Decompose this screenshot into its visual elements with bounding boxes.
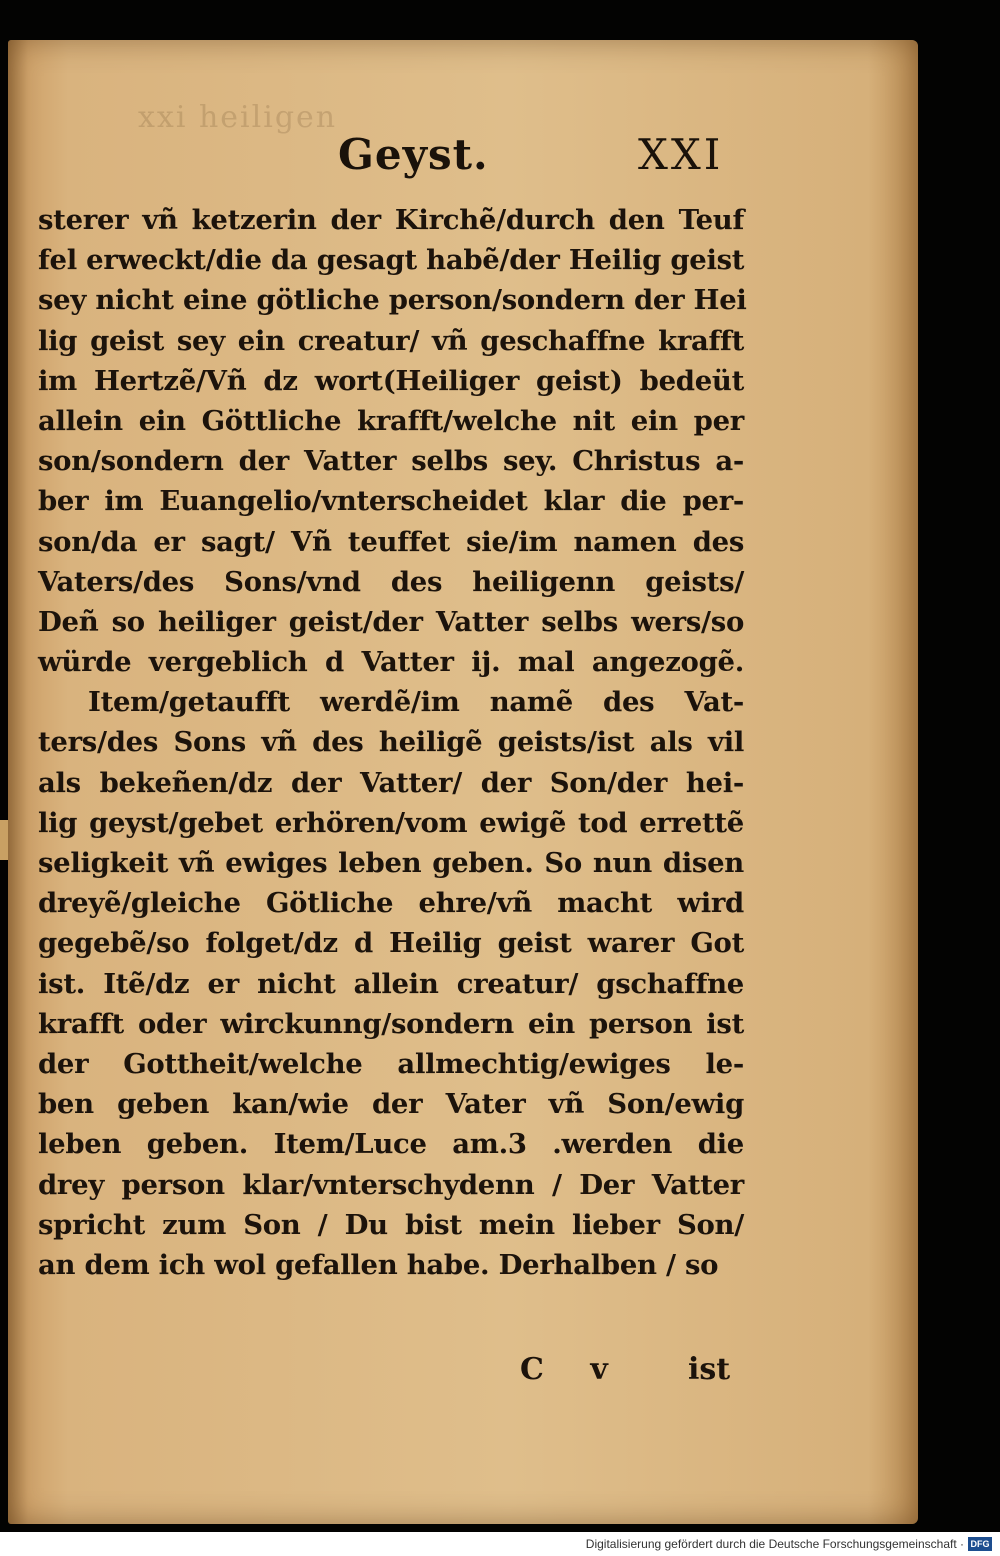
text-line: lig geist sey ein creatur/ vñ geschaffne krafft: [38, 324, 744, 357]
text-line: Item/getaufft werdẽ/im namẽ des Vat-: [88, 686, 744, 719]
running-head: [38, 110, 744, 180]
text-line: würde vergeblich d Vatter ij. mal angezogẽ.: [38, 646, 744, 679]
text-line: lig geyst/gebet erhören/vom ewigẽ tod errettẽ: [38, 806, 744, 839]
text-line: Vaters/des Sons/vnd des heiligenn geists/: [38, 565, 744, 598]
text-line: allein ein Göttliche krafft/welche nit ein per: [38, 404, 744, 437]
text-line: spricht zum Son / Du bist mein lieber Son/: [38, 1208, 744, 1241]
text-line: fel erweckt/die da gesagt habẽ/der Heilig geist: [38, 244, 745, 277]
body-text: [38, 200, 747, 1285]
text-line: son/sondern der Vatter selbs sey. Christus a-: [38, 445, 744, 478]
footer-bar: [0, 1532, 1000, 1556]
text-line: als bekeñen/dz der Vatter/ der Son/der hei-: [38, 766, 744, 799]
catch-line: [38, 1348, 744, 1398]
text-line: ben geben kan/wie der Vater vñ Son/ewig: [38, 1088, 744, 1121]
text-line: son/da er sagt/ Vñ teuffet sie/im namen des: [38, 525, 744, 558]
text-line: krafft oder wirckunng/sondern ein person ist: [38, 1007, 744, 1040]
text-line: seligkeit vñ ewiges leben geben. So nun disen: [38, 847, 744, 879]
text-line: ber im Euangelio/vnterscheidet klar die per-: [38, 485, 744, 518]
text-line: Deñ so heiliger geist/der Vatter selbs wers/so: [38, 605, 744, 638]
page-edge: [0, 820, 8, 860]
text-line: im Hertzẽ/Vñ dz wort(Heiliger geist) bedeüt: [38, 364, 744, 397]
dfg-logo-icon: DFG: [968, 1537, 992, 1551]
text-line: dreyẽ/gleiche Götliche ehre/vñ macht wird: [38, 887, 744, 920]
text-line: sey nicht eine götliche person/sondern der Hei: [38, 284, 747, 317]
text-line: gegebẽ/so folget/dz d Heilig geist warer Got: [38, 927, 744, 960]
running-title: Geyst.: [338, 130, 489, 179]
text-line: leben geben. Item/Luce am.3 .werden die: [38, 1128, 744, 1161]
funding-credit: Digitalisierung gefördert durch die Deutsche Forschungsgemeinschaft ·: [585, 1537, 964, 1551]
text-line: sterer vñ ketzerin der Kirchẽ/durch den Teuf: [38, 204, 744, 236]
folio-number: XXI: [638, 130, 724, 179]
book-page: [8, 40, 918, 1524]
text-line: ters/des Sons vñ des heiligẽ geists/ist als vil: [38, 726, 744, 759]
catchword: ist: [688, 1352, 731, 1387]
bleed-through-text: xxi heiligen: [138, 100, 338, 135]
text-line: der Gottheit/welche allmechtig/ewiges le-: [38, 1047, 744, 1080]
signature-mark: C v: [520, 1352, 626, 1387]
text-line: an dem ich wol gefallen habe. Derhalben / so: [38, 1248, 719, 1281]
text-line: ist. Itẽ/dz er nicht allein creatur/ gschaffne: [38, 967, 744, 1000]
text-line: drey person klar/vnterschydenn / Der Vatter: [38, 1168, 744, 1201]
